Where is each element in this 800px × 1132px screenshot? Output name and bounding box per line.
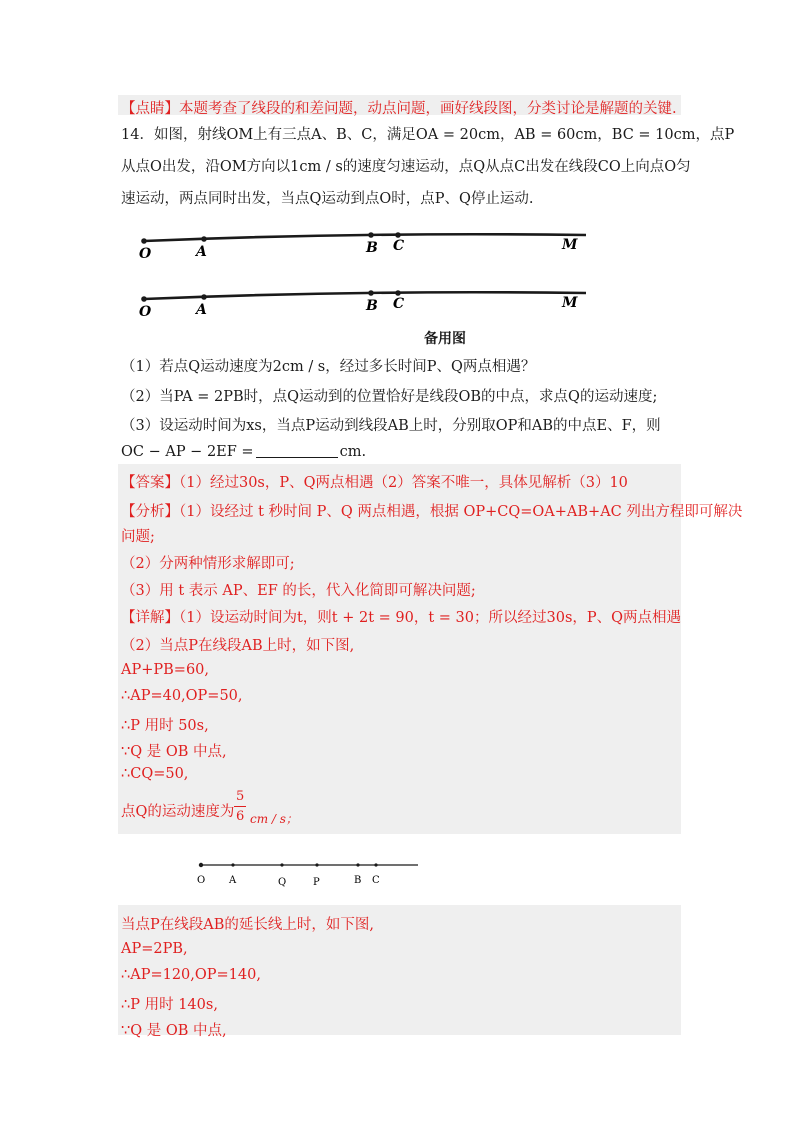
small-label-b: B (354, 875, 362, 886)
point-o (141, 296, 147, 302)
label-m: M (562, 295, 578, 311)
hint-text: 【点睛】本题考查了线段的和差问题，动点问题，画好线段图，分类讨论是解题的关键. (121, 101, 677, 117)
point-b (368, 232, 374, 238)
small-label-p: P (313, 877, 320, 888)
small-label-o: O (197, 875, 206, 886)
point-c (395, 232, 401, 238)
small-label-c: C (372, 875, 380, 886)
case2-eq-3: ∴P 用时 140s, (121, 997, 218, 1013)
speed-prefix: 点Q的运动速度为 (121, 804, 235, 820)
case2-intro: 当点P在线段AB的延长线上时，如下图, (121, 917, 374, 933)
point-o (141, 238, 147, 244)
label-b: B (366, 240, 378, 256)
small-line-figure (190, 855, 425, 890)
question-3-lhs: OC − AP − 2EF = (121, 444, 254, 460)
label-o: O (139, 246, 152, 262)
label-b: B (366, 298, 378, 314)
label-c: C (393, 296, 405, 312)
question-3-unit: cm. (339, 444, 367, 460)
analysis-3: （3）用 t 表示 AP、EF 的长，代入化简即可解决问题; (121, 583, 476, 599)
ray-figure-main (130, 222, 600, 262)
question-2: （2）当PA = 2PB时，点Q运动到的位置恰好是线段OB的中点，求点Q的运动速度; (121, 389, 658, 405)
answer-summary: 【答案】（1）经过30s，P、Q两点相遇（2）答案不唯一，具体见解析（3）10 (121, 475, 628, 491)
speed-unit: cm / s； (250, 812, 298, 826)
eq-3: ∴P 用时 50s, (121, 718, 209, 734)
case2-eq-4: ∵Q 是 OB 中点, (121, 1023, 227, 1039)
case2-eq-1: AP=2PB, (121, 941, 188, 957)
case2-eq-2: ∴AP=120,OP=140, (121, 967, 261, 983)
label-m: M (562, 237, 578, 253)
detail-2: （2）当点P在线段AB上时，如下图, (121, 638, 355, 654)
problem-line-1: 14．如图，射线OM上有三点A、B、C，满足OA = 20cm，AB = 60cm，BC = 10cm，点P (121, 127, 735, 143)
analysis-1: 【分析】（1）设经过 t 秒时间 P、Q 两点相遇，根据 OP+CQ=OA+AB+AC 列出方程即可解决 (121, 504, 743, 520)
point-c (395, 290, 401, 296)
question-3: （3）设运动时间为xs，当点P运动到线段AB上时，分别取OP和AB的中点E、F，则 (121, 418, 661, 434)
label-a: A (196, 244, 207, 260)
question-1: （1）若点Q运动速度为2cm / s，经过多长时间P、Q两点相遇？ (121, 359, 536, 375)
eq-4: ∵Q 是 OB 中点, (121, 744, 227, 760)
problem-line-2: 从点O出发，沿OM方向以1cm / s的速度匀速运动，点Q从点C出发在线段CO上向点O匀 (121, 159, 691, 175)
analysis-1-cont: 问题; (121, 529, 155, 545)
eq-5: ∴CQ=50, (121, 766, 189, 782)
point-a (201, 236, 207, 242)
eq-1: AP+PB=60, (121, 662, 209, 678)
ray-figure-backup (130, 280, 600, 320)
answer-blank (256, 443, 338, 458)
speed-denominator: 6 (236, 809, 245, 824)
small-label-a: A (229, 875, 237, 886)
detail-1: 【详解】（1）设运动时间为t，则t + 2t = 90，t = 30；所以经过30s，P、Q两点相遇 (121, 610, 682, 626)
point-a (201, 294, 207, 300)
analysis-2: （2）分两种情形求解即可; (121, 556, 295, 572)
figure-caption: 备用图 (424, 331, 466, 347)
fraction-bar (234, 806, 246, 807)
label-a: A (196, 302, 207, 318)
speed-line (121, 800, 234, 821)
eq-2: ∴AP=40,OP=50, (121, 688, 243, 704)
speed-numerator: 5 (236, 789, 245, 804)
problem-line-3: 速运动，两点同时出发，当点Q运动到点O时，点P、Q停止运动. (121, 191, 534, 207)
label-o: O (139, 304, 152, 320)
question-3-expression (121, 443, 366, 460)
small-label-q: Q (278, 877, 287, 888)
label-c: C (393, 238, 405, 254)
point-b (368, 290, 374, 296)
